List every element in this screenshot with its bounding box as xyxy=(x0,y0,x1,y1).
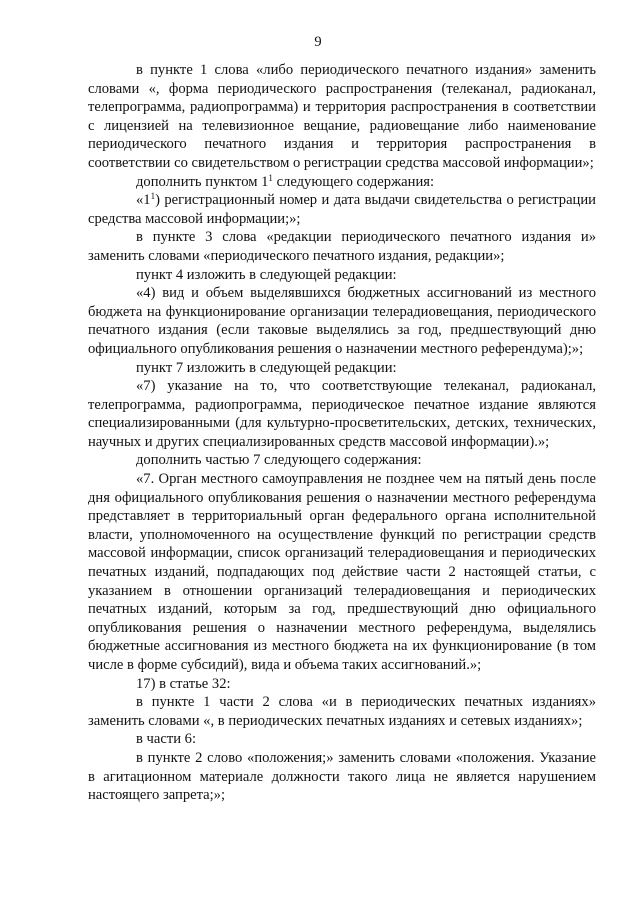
paragraph-6: «4) вид и объем выделявшихся бюджетных ассигнований из местного бюджета на функционирование организации телерадиовещания, периодического печатного издания (если таковые выделялись за год, предшествующий дню официального опубликования решения о назначении местного референдума);»; xyxy=(88,285,596,357)
paragraph-1: в пункте 1 слова «либо периодического печатного издания» заменить словами «, форма периодического распространения (телеканал, радиоканал, телепрограмма, радиопрограмма) и территория распространения в соответствии с лицензией на телевизионное вещание, радиовещание либо наименование периодического печатного издания и территория распространения в соответствии со свидетельством о регистрации средства массовой информации»; xyxy=(88,62,596,171)
paragraph-13: в части 6: xyxy=(136,731,197,748)
document-body xyxy=(88,61,596,805)
paragraph-11: 17) в статье 32: xyxy=(136,675,231,692)
page-number: 9 xyxy=(314,34,322,50)
paragraph-7: пункт 7 изложить в следующей редакции: xyxy=(136,359,397,376)
paragraph-10: «7. Орган местного самоуправления не позднее чем на пятый день после дня официального опубликования решения о назначении местного референдума представляет в территориальный орган федерального органа исполнительной власти, уполномоченного на осуществление функций по регистрации средств массовой информации, список организаций телерадиовещания и периодических печатных изданий, подпадающих под действие части 2 настоящей статьи, с указанием в отношении организаций телерадиовещания и периодических печатных изданий, которым за год, предшествующий дню официального опубликования решения о назначении местного референдума, выделялись бюджетные ассигнования из местного бюджета на их функционирование (в том числе в форме субсидий), вида и объема таких ассигнований.»; xyxy=(88,471,596,673)
paragraph-12: в пункте 1 части 2 слова «и в периодических печатных изданиях» заменить словами «, в периодических печатных изданиях и сетевых изданиях»; xyxy=(88,694,596,729)
paragraph-2: дополнить пунктом $1^1$ следующего содержания: xyxy=(136,172,435,190)
paragraph-14: в пункте 2 слово «положения;» заменить словами «положения. Указание в агитационном материале должности такого лица не является нарушением настоящего запрета;»; xyxy=(88,749,596,804)
paragraph-5: пункт 4 изложить в следующей редакции: xyxy=(136,266,397,283)
paragraph-4: в пункте 3 слова «редакции периодического печатного издания и» заменить словами «периодического печатного издания, редакции»; xyxy=(88,229,596,264)
paragraph-9: дополнить частью 7 следующего содержания: xyxy=(136,452,422,469)
paragraph-3: «$1^1$) регистрационный номер и дата выдачи свидетельства о регистрации средства массовой информации;»; xyxy=(88,191,596,227)
paragraph-8: «7) указание на то, что соответствующие телеканал, радиоканал, телепрограмма, радиопрограмма, периодическое печатное издание являются специализированными (для культурно-просветительских, детских, технических, научных и других специализированных средств массовой информации).»; xyxy=(88,378,596,450)
